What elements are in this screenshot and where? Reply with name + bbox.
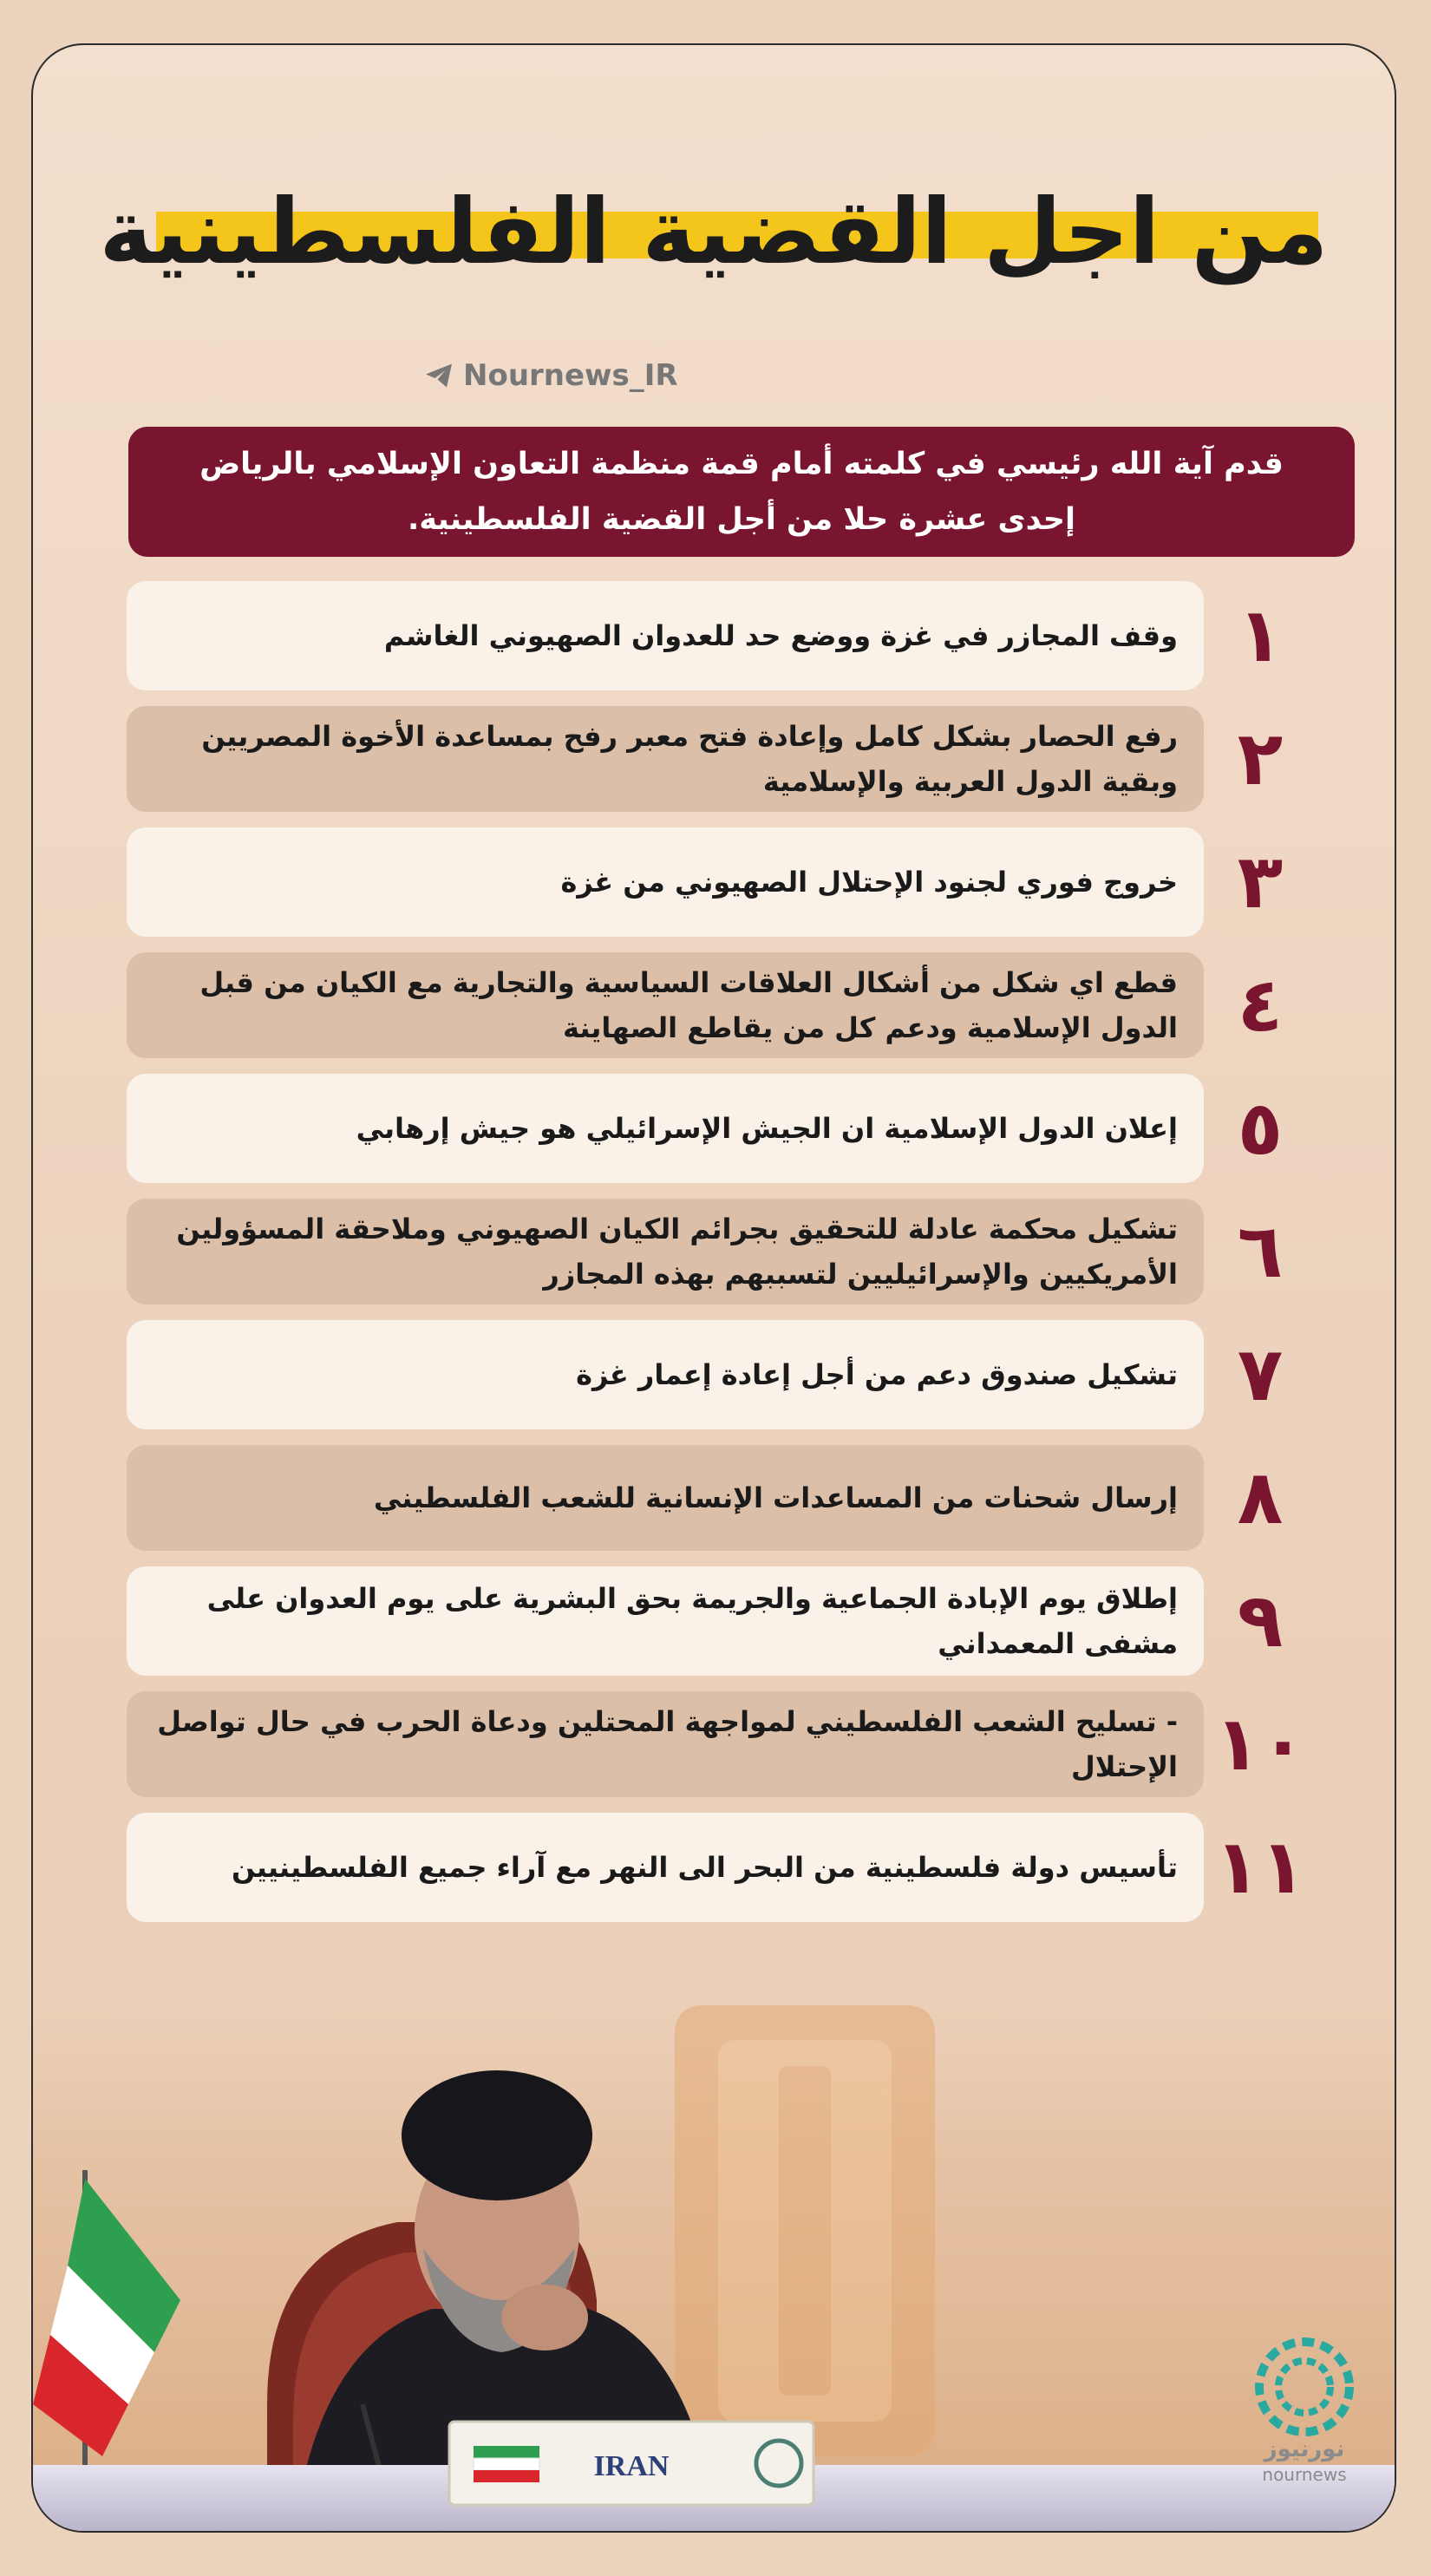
list-item	[127, 1813, 1204, 1922]
handle-text: Nournews_IR	[463, 358, 678, 393]
item-text: - تسليح الشعب الفلسطيني لمواجهة المحتلين ودعاة الحرب في حال تواصل الإحتلال	[157, 1705, 1178, 1783]
list-item	[127, 1074, 1204, 1183]
speaker-photo	[33, 1936, 1396, 2533]
logo-text: نورنیوز	[1264, 2436, 1345, 2462]
list-item	[127, 1691, 1204, 1797]
logo-subtext: nournews	[1262, 2464, 1347, 2485]
intro-banner	[128, 427, 1355, 557]
logo-mark-icon	[1235, 2335, 1374, 2491]
channel-handle	[423, 354, 718, 397]
list-item	[127, 952, 1204, 1058]
item-number: ١	[1237, 592, 1284, 679]
infographic-frame	[31, 43, 1396, 2533]
item-text: قطع اي شكل من أشكال العلاقات السياسية والتجارية مع الكيان من قبل الدول الإسلامية ودعم كل من يقاطع الصهاينة	[199, 966, 1178, 1044]
nournews-logo	[1235, 2335, 1374, 2491]
item-number: ٢	[1237, 716, 1284, 802]
item-text: إطلاق يوم الإبادة الجماعية والجريمة بحق البشرية على يوم العدوان على مشفى المعمداني	[206, 1582, 1178, 1660]
item-number: ٤	[1237, 962, 1284, 1049]
title-block	[33, 167, 1395, 297]
list-item	[127, 1566, 1204, 1676]
intro-text: قدم آية الله رئيسي في كلمته أمام قمة منظمة التعاون الإسلامي بالرياض إحدى عشرة حلا من أجل القضية الفلسطينية.	[199, 447, 1284, 537]
item-number: ١٠	[1214, 1701, 1306, 1788]
item-number: ٥	[1237, 1085, 1284, 1172]
item-text: رفع الحصار بشكل كامل وإعادة فتح معبر رفح بمساعدة الأخوة المصريين وبقية الدول العربية والإسلامية	[201, 720, 1178, 798]
item-text: إرسال شحنات من المساعدات الإنسانية للشعب الفلسطيني	[373, 1481, 1178, 1514]
telegram-icon	[423, 360, 454, 391]
page-title: من اجل القضية الفلسطينية	[99, 179, 1329, 284]
item-number: ٨	[1237, 1455, 1284, 1541]
item-text: خروج فوري لجنود الإحتلال الصهيوني من غزة	[560, 866, 1178, 899]
item-text: وقف المجازر في غزة ووضع حد للعدوان الصهيوني الغاشم	[383, 619, 1178, 652]
item-number: ١١	[1214, 1824, 1306, 1911]
background-emblem	[675, 2005, 935, 2456]
list-item	[127, 1199, 1204, 1304]
item-number: ٧	[1237, 1331, 1284, 1418]
item-text: تأسيس دولة فلسطينية من البحر الى النهر مع آراء جميع الفلسطينيين	[231, 1851, 1178, 1884]
item-number: ٦	[1237, 1208, 1284, 1295]
item-number: ٩	[1237, 1578, 1284, 1664]
list-item	[127, 1320, 1204, 1429]
item-text: إعلان الدول الإسلامية ان الجيش الإسرائيلي هو جيش إرهابي	[356, 1112, 1178, 1145]
list-item	[127, 581, 1204, 690]
list-item	[127, 827, 1204, 937]
nameplate-text: IRAN	[593, 2450, 670, 2482]
item-number: ٣	[1237, 839, 1284, 925]
list-item	[127, 706, 1204, 812]
list-item	[127, 1445, 1204, 1551]
item-text: تشكيل صندوق دعم من أجل إعادة إعمار غزة	[576, 1358, 1178, 1391]
item-text: تشكيل محكمة عادلة للتحقيق بجرائم الكيان الصهيوني وملاحقة المسؤولين الأمريكيين والإسرائيليين لتسببهم بهذه المجازر	[176, 1213, 1178, 1291]
